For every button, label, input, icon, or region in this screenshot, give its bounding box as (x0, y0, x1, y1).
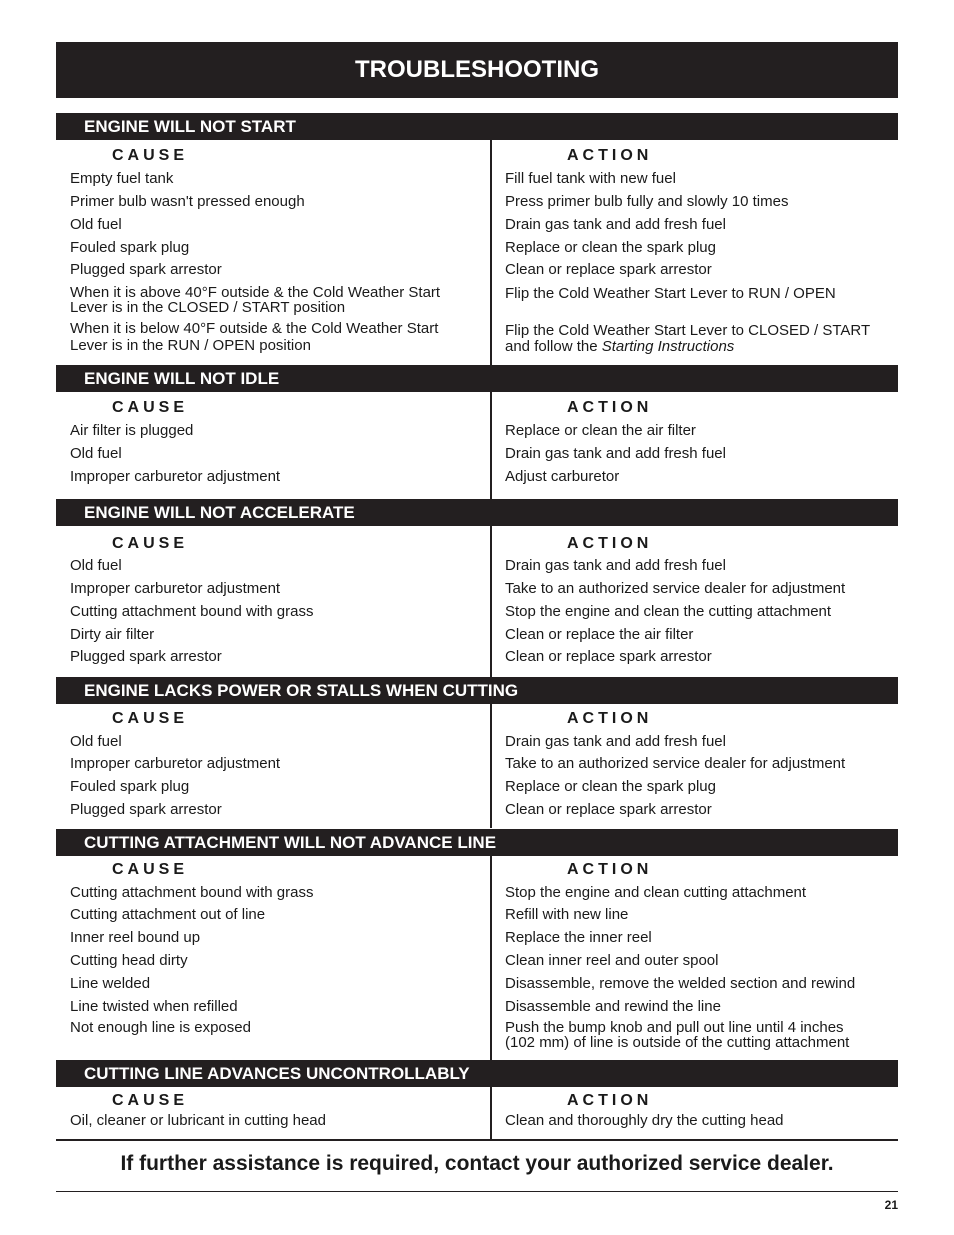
cause-text: Plugged spark arrestor (70, 261, 222, 278)
section-line-advances-uncontrollably (56, 1060, 898, 1129)
action-text: Clean inner reel and outer spool (505, 952, 719, 969)
section-engine-lacks-power (56, 677, 898, 818)
cause-text: Old fuel (70, 733, 122, 750)
cause-column-header: CAUSE (112, 147, 189, 164)
action-text: Clean or replace spark arrestor (505, 648, 712, 665)
section-engine-will-not-start (56, 113, 898, 355)
action-text: Clean and thoroughly dry the cutting head (505, 1112, 784, 1129)
action-text: Refill with new line (505, 906, 629, 923)
cause-text: Lever is in the RUN / OPEN position (70, 337, 311, 354)
footer-rule (56, 1191, 898, 1192)
action-column-header: ACTION (567, 710, 653, 727)
column-divider (490, 526, 492, 677)
section-heading: ENGINE WILL NOT IDLE (56, 365, 898, 392)
action-column-header: ACTION (567, 535, 653, 552)
action-text: Stop the engine and clean the cutting attachment (505, 603, 832, 620)
cause-text: Oil, cleaner or lubricant in cutting head (70, 1112, 326, 1129)
section-engine-will-not-idle (56, 365, 898, 485)
section-heading: ENGINE LACKS POWER OR STALLS WHEN CUTTING (56, 677, 898, 704)
cause-column-header: CAUSE (112, 1092, 189, 1109)
action-text: Press primer bulb fully and slowly 10 times (505, 193, 789, 210)
cause-text: Primer bulb wasn't pressed enough (70, 193, 305, 210)
action-text: Drain gas tank and add fresh fuel (505, 445, 726, 462)
action-text: Flip the Cold Weather Start Lever to CLOSED / START (505, 322, 871, 339)
cause-text: Improper carburetor adjustment (70, 580, 281, 597)
cause-text: Old fuel (70, 216, 122, 233)
cause-text: Cutting attachment bound with grass (70, 603, 314, 620)
cause-text: Old fuel (70, 445, 122, 462)
action-text: Clean or replace spark arrestor (505, 261, 712, 278)
action-text (505, 338, 734, 355)
action-column-header: ACTION (567, 861, 653, 878)
action-text: Drain gas tank and add fresh fuel (505, 733, 726, 750)
cause-text: Dirty air filter (70, 626, 155, 643)
cause-text: Improper carburetor adjustment (70, 468, 281, 485)
section-heading: ENGINE WILL NOT ACCELERATE (56, 499, 898, 526)
cause-text: Cutting attachment out of line (70, 906, 266, 923)
section-heading: CUTTING ATTACHMENT WILL NOT ADVANCE LINE (56, 829, 898, 856)
cause-text: Cutting attachment bound with grass (70, 884, 314, 901)
cause-text: Line twisted when refilled (70, 998, 238, 1015)
cause-text: Inner reel bound up (70, 929, 201, 946)
cause-text: Cutting head dirty (70, 952, 188, 969)
cause-text: Fouled spark plug (70, 239, 190, 256)
cause-text: Improper carburetor adjustment (70, 755, 281, 772)
section-heading: CUTTING LINE ADVANCES UNCONTROLLABLY (56, 1060, 898, 1087)
section-will-not-advance-line (56, 829, 898, 1051)
cause-column-header: CAUSE (112, 710, 189, 727)
action-text-plain: and follow the (505, 338, 602, 355)
cause-text: When it is below 40°F outside & the Cold Weather Start (70, 320, 439, 337)
cause-text: When it is above 40°F outside & the Cold Weather Start (70, 284, 441, 301)
action-text: Disassemble, remove the welded section and rewind (505, 975, 856, 992)
column-divider (490, 1087, 492, 1139)
cause-text: Line welded (70, 975, 151, 992)
action-text: Take to an authorized service dealer for adjustment (505, 755, 846, 772)
action-text: (102 mm) of line is outside of the cutting attachment (505, 1034, 850, 1051)
action-text: Replace the inner reel (505, 929, 652, 946)
action-text: Adjust carburetor (505, 468, 620, 485)
column-divider (490, 392, 492, 499)
action-text: Drain gas tank and add fresh fuel (505, 216, 726, 233)
action-column-header: ACTION (567, 1092, 653, 1109)
action-text: Take to an authorized service dealer for adjustment (505, 580, 846, 597)
page-title: TROUBLESHOOTING (56, 42, 898, 98)
action-text: Clean or replace the air filter (505, 626, 694, 643)
section-engine-will-not-accelerate (56, 499, 898, 665)
cause-text: Plugged spark arrestor (70, 801, 222, 818)
page-number: 21 (884, 1198, 898, 1212)
action-text: Fill fuel tank with new fuel (505, 170, 676, 187)
action-text: Replace or clean the spark plug (505, 778, 716, 795)
action-text: Clean or replace spark arrestor (505, 801, 712, 818)
cause-text: Old fuel (70, 557, 122, 574)
table-bottom-rule (56, 1139, 898, 1141)
action-text: Disassemble and rewind the line (505, 998, 721, 1015)
action-column-header: ACTION (567, 399, 653, 416)
column-divider (490, 140, 492, 365)
action-text: Push the bump knob and pull out line until 4 inches (505, 1019, 844, 1036)
cause-text: Not enough line is exposed (70, 1019, 251, 1036)
cause-column-header: CAUSE (112, 535, 189, 552)
action-text-italic: Starting Instructions (601, 338, 735, 355)
action-text: Replace or clean the spark plug (505, 239, 716, 256)
cause-column-header: CAUSE (112, 399, 189, 416)
cause-text: Empty fuel tank (70, 170, 174, 187)
action-column-header: ACTION (567, 147, 653, 164)
assistance-note: If further assistance is required, contact your authorized service dealer. (120, 1152, 834, 1175)
action-text: Replace or clean the air filter (505, 422, 696, 439)
cause-text: Lever is in the CLOSED / START position (70, 299, 346, 316)
section-heading: ENGINE WILL NOT START (56, 113, 898, 140)
cause-text: Fouled spark plug (70, 778, 190, 795)
column-divider (490, 856, 492, 1060)
action-text: Stop the engine and clean cutting attachment (505, 884, 807, 901)
cause-text: Plugged spark arrestor (70, 648, 222, 665)
cause-column-header: CAUSE (112, 861, 189, 878)
cause-text: Air filter is plugged (70, 422, 194, 439)
column-divider (490, 704, 492, 828)
action-text: Flip the Cold Weather Start Lever to RUN / OPEN (505, 285, 836, 302)
action-text: Drain gas tank and add fresh fuel (505, 557, 726, 574)
